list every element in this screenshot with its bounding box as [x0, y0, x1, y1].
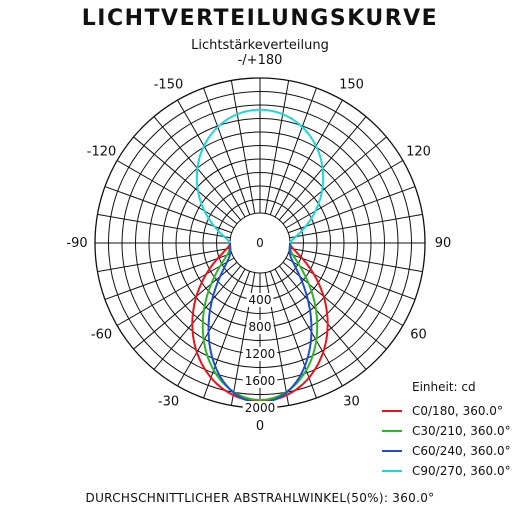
- legend: [382, 380, 511, 481]
- angle-label: 60: [410, 327, 427, 343]
- legend-item-0: [382, 401, 511, 421]
- angle-label: 150: [339, 77, 364, 93]
- angle-label: -120: [86, 144, 117, 160]
- angle-label: -60: [90, 327, 113, 343]
- legend-label-2: C60/240, 360.0°: [412, 444, 511, 458]
- angle-label: -90: [66, 236, 88, 251]
- legend-label-0: C0/180, 360.0°: [412, 404, 503, 418]
- radial-tick-label: 1600: [244, 374, 276, 388]
- angle-label: -/+180: [237, 53, 283, 68]
- radial-tick-label: 400: [248, 293, 272, 307]
- angle-label: 30: [343, 394, 360, 410]
- radial-tick-label: 2000: [244, 401, 276, 415]
- radial-tick-label: 800: [248, 320, 272, 334]
- legend-swatch-1: [382, 430, 402, 432]
- legend-swatch-3: [382, 470, 402, 472]
- legend-item-3: [382, 461, 511, 481]
- unit-label: Einheit: cd: [412, 380, 476, 394]
- radial-tick-label: 1200: [244, 347, 276, 361]
- footer-beam-angle: DURCHSCHNITTLICHER ABSTRAHLWINKEL(50%): 360.0°: [85, 491, 435, 505]
- angle-label: 120: [406, 144, 431, 160]
- legend-item-2: [382, 441, 511, 461]
- chart-subtitle: Lichtstärkeverteilung: [191, 38, 329, 53]
- angle-label: 90: [434, 236, 452, 251]
- legend-label-3: C90/270, 360.0°: [412, 464, 511, 478]
- angle-label: 0: [255, 419, 265, 434]
- legend-item-1: [382, 421, 511, 441]
- legend-swatch-2: [382, 450, 402, 452]
- angle-label: -30: [157, 394, 180, 410]
- angle-label: -150: [153, 77, 184, 93]
- legend-label-1: C30/210, 360.0°: [412, 424, 511, 438]
- chart-title: LICHTVERTEILUNGSKURVE: [81, 6, 439, 31]
- legend-swatch-0: [382, 410, 402, 412]
- radial-tick-label: 0: [256, 236, 264, 250]
